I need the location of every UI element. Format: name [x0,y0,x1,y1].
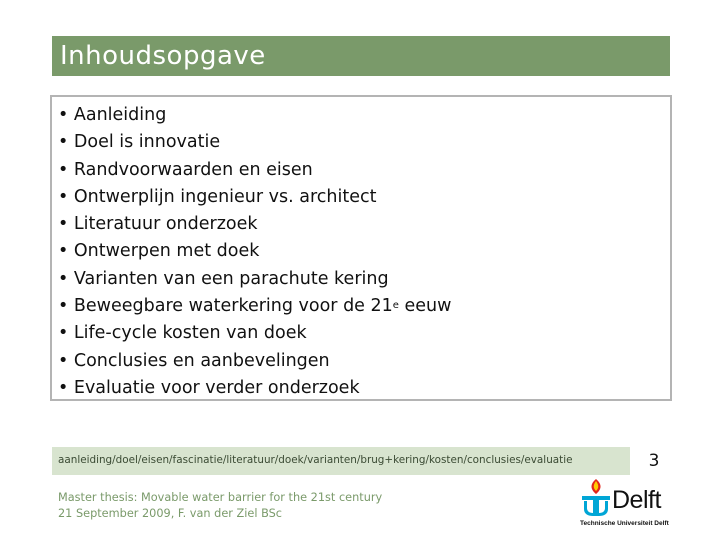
tudelft-flame-icon [576,476,616,518]
thesis-info [58,490,382,522]
slide-title: Inhoudsopgave [52,36,670,76]
footer-navigation: aanleiding/doel/eisen/fascinatie/literatuur/doek/varianten/brug+kering/kosten/conclusies/evaluatie [58,454,573,466]
footer-bar [52,447,674,475]
list-item: • Randvoorwaarden en eisen [58,159,313,180]
contents-box [50,95,672,401]
list-item: • Ontwerplijn ingenieur vs. architect [58,186,377,207]
tudelft-logo [576,476,676,536]
list-item: • Literatuur onderzoek [58,214,258,235]
logo-subtitle: Technische Universiteit Delft [580,520,669,527]
thesis-date-author: 21 September 2009, F. van der Ziel BSc [58,507,283,520]
list-item: • Ontwerpen met doek [58,241,260,262]
list-item: • Aanleiding [58,105,167,125]
list-item [58,293,670,320]
list-item-text: eeuw [398,296,452,317]
list-item: • Conclusies en aanbevelingen [58,350,330,371]
superscript: e [392,300,399,312]
list-item: • Life-cycle kosten van doek [58,323,307,344]
page-number: 3 [630,447,674,475]
list-item: • Varianten van een parachute kering [58,268,389,289]
contents-list [52,97,670,402]
list-item-text: • Beweegbare waterkering voor de 21 [58,296,393,317]
thesis-title: Master thesis: Movable water barrier for the 21st century [58,491,383,504]
list-item: • Evaluatie voor verder onderzoek [58,377,360,398]
list-item: • Doel is innovatie [58,132,221,153]
logo-wordmark: Delft [612,486,661,514]
